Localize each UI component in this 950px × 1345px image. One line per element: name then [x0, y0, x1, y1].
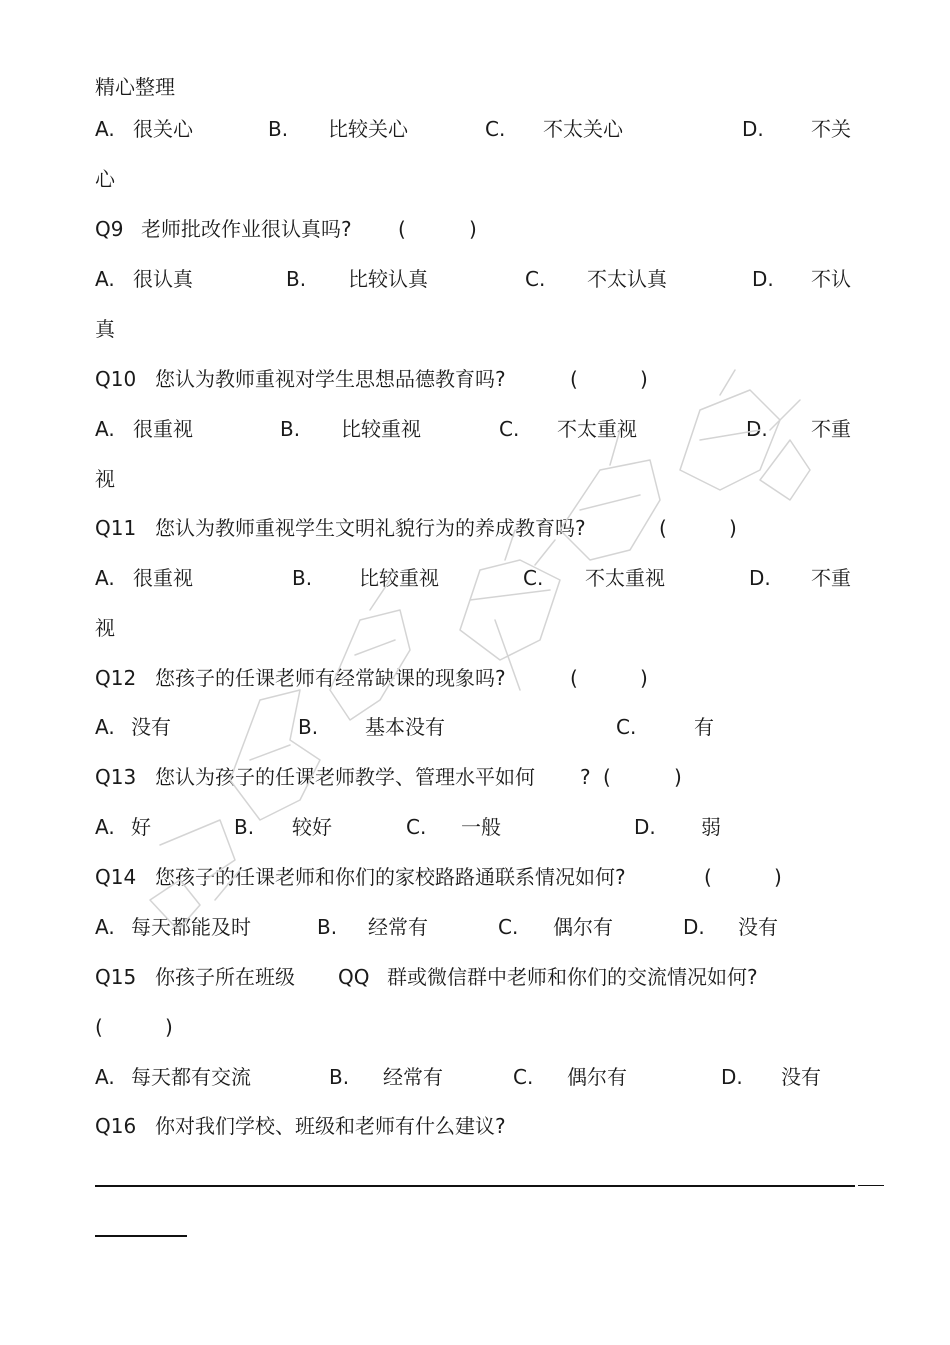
option-label: C.	[498, 915, 519, 939]
option-label: C.	[616, 715, 637, 739]
answer-close-paren: )	[640, 666, 648, 690]
option-text: 比较认真	[348, 267, 428, 291]
option-label: B.	[286, 267, 307, 291]
option-text: 没有	[781, 1065, 821, 1089]
option-text: 没有	[738, 915, 778, 939]
question-text: 您认为教师重视学生文明礼貌行为的养成教育吗?	[155, 516, 586, 540]
answer-open-paren: (	[603, 765, 611, 789]
option-text: 不太认真	[587, 267, 667, 291]
option-label: D.	[683, 915, 705, 939]
option-text: 很重视	[133, 566, 193, 590]
option-text: 很关心	[133, 117, 193, 141]
option-label: D.	[749, 566, 771, 590]
option-label: C.	[485, 117, 506, 141]
answer-close-paren: )	[729, 516, 737, 540]
question-mark: ?	[580, 765, 591, 789]
answer-open-paren: (	[398, 217, 406, 241]
option-label: A.	[95, 267, 115, 291]
option-label: B.	[329, 1065, 350, 1089]
option-text: 比较重视	[359, 566, 439, 590]
question-number: Q9	[95, 217, 124, 241]
option-text-wrap: 真	[95, 317, 115, 341]
option-text: 不认	[811, 267, 851, 291]
answer-close-paren: )	[640, 367, 648, 391]
option-text: 比较关心	[328, 117, 408, 141]
option-label: A.	[95, 1065, 115, 1089]
option-text: 偶尔有	[553, 915, 613, 939]
option-text: 偶尔有	[567, 1065, 627, 1089]
option-label: C.	[513, 1065, 534, 1089]
option-text: 经常有	[368, 915, 428, 939]
option-label: D.	[746, 417, 768, 441]
option-text: 不重	[811, 417, 851, 441]
option-label: A.	[95, 417, 115, 441]
option-label: B.	[298, 715, 319, 739]
option-text: 很重视	[133, 417, 193, 441]
option-text: 不太重视	[585, 566, 665, 590]
question-text-part2: 群或微信群中老师和你们的交流情况如何?	[387, 965, 758, 989]
page-header: 精心整理	[95, 75, 175, 99]
option-text: 不重	[811, 566, 851, 590]
option-label: C.	[523, 566, 544, 590]
option-text: 很认真	[133, 267, 193, 291]
option-text: 较好	[292, 815, 332, 839]
option-label: D.	[721, 1065, 743, 1089]
option-label: A.	[95, 566, 115, 590]
option-label: D.	[634, 815, 656, 839]
option-text: 每天都能及时	[131, 915, 251, 939]
option-text-wrap: 视	[95, 467, 115, 491]
option-text-wrap: 视	[95, 616, 115, 640]
option-text: 没有	[131, 715, 171, 739]
question-number: Q12	[95, 666, 137, 690]
option-label: A.	[95, 815, 115, 839]
answer-line-tail	[858, 1185, 884, 1186]
question-text: 您孩子的任课老师和你们的家校路路通联系情况如何?	[155, 865, 626, 889]
option-label: A.	[95, 117, 115, 141]
option-text: 经常有	[383, 1065, 443, 1089]
question-number: Q11	[95, 516, 137, 540]
answer-open-paren: (	[704, 865, 712, 889]
option-label: A.	[95, 715, 115, 739]
option-text: 每天都有交流	[131, 1065, 251, 1089]
option-text: 一般	[461, 815, 501, 839]
question-text: 老师批改作业很认真吗?	[141, 217, 352, 241]
option-label: B.	[292, 566, 313, 590]
option-text: 基本没有	[365, 715, 445, 739]
option-text: 不太关心	[543, 117, 623, 141]
option-text: 弱	[701, 815, 721, 839]
answer-close-paren: )	[674, 765, 682, 789]
answer-open-paren: (	[95, 1015, 103, 1039]
answer-close-paren: )	[165, 1015, 173, 1039]
option-label: A.	[95, 915, 115, 939]
question-number: Q10	[95, 367, 137, 391]
option-label: B.	[317, 915, 338, 939]
question-number: Q13	[95, 765, 137, 789]
answer-open-paren: (	[570, 367, 578, 391]
answer-open-paren: (	[570, 666, 578, 690]
option-text-wrap: 心	[95, 167, 115, 191]
option-label: D.	[752, 267, 774, 291]
question-text: 您孩子的任课老师有经常缺课的现象吗?	[155, 666, 506, 690]
question-text: 您认为孩子的任课老师教学、管理水平如何	[155, 765, 535, 789]
question-text: 你对我们学校、班级和老师有什么建议?	[155, 1114, 506, 1138]
option-text: 不关	[811, 117, 851, 141]
option-label: B.	[280, 417, 301, 441]
question-text-part1: 你孩子所在班级	[155, 965, 295, 989]
option-label: C.	[499, 417, 520, 441]
option-label: C.	[525, 267, 546, 291]
option-text: 有	[694, 715, 714, 739]
answer-line	[95, 1185, 855, 1187]
option-text: 好	[131, 815, 151, 839]
option-text: 不太重视	[557, 417, 637, 441]
option-label: B.	[268, 117, 289, 141]
option-label: C.	[406, 815, 427, 839]
option-text: 比较重视	[341, 417, 421, 441]
answer-close-paren: )	[469, 217, 477, 241]
answer-close-paren: )	[774, 865, 782, 889]
answer-line-short	[95, 1235, 187, 1237]
question-text: 您认为教师重视对学生思想品德教育吗?	[155, 367, 506, 391]
option-label: D.	[742, 117, 764, 141]
question-number: Q16	[95, 1114, 137, 1138]
question-number: Q15	[95, 965, 137, 989]
question-number: Q14	[95, 865, 137, 889]
option-label: B.	[234, 815, 255, 839]
answer-open-paren: (	[659, 516, 667, 540]
question-text-qq: QQ	[338, 965, 370, 989]
